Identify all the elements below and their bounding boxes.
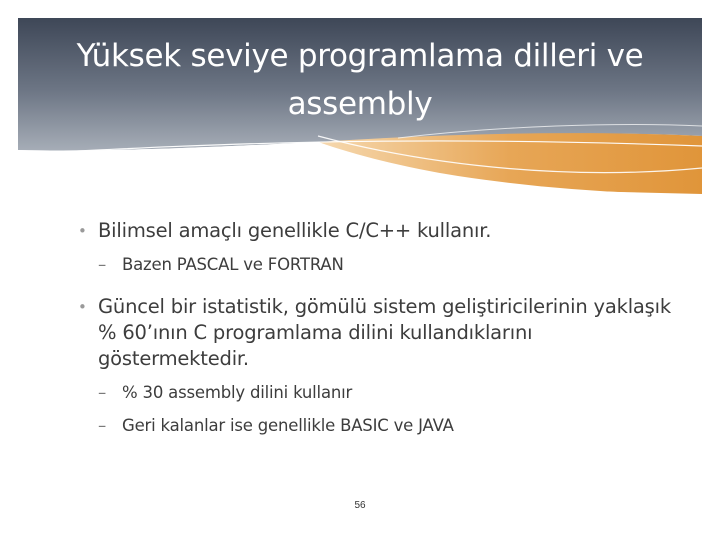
bullet-text: Bilimsel amaçlı genellikle C/C++ kullanır.	[98, 219, 492, 242]
sub-bullet-text: Geri kalanlar ise genellikle BASIC ve JAVA	[122, 416, 454, 435]
bullet-marker: •	[78, 222, 87, 240]
sub-bullet-marker: –	[98, 383, 107, 402]
page-number: 56	[354, 500, 366, 511]
slide-title: Yüksek seviye programlama dilleri ve assembly	[76, 38, 644, 122]
title-banner	[18, 18, 702, 198]
slide-body	[78, 214, 678, 439]
bullet-text: Güncel bir istatistik, gömülü sistem geliştiricilerinin yaklaşık % 60’ının C programlama dilini kullandıklarını göstermektedir.	[98, 295, 671, 370]
sub-bullet-item	[78, 380, 678, 406]
bullet-item	[78, 294, 678, 372]
sub-bullet-marker: –	[98, 416, 107, 435]
bullet-marker: •	[78, 298, 87, 316]
sub-bullet-item	[78, 252, 678, 278]
sub-bullet-marker: –	[98, 255, 107, 274]
bullet-item	[78, 218, 678, 244]
sub-bullet-text: % 30 assembly dilini kullanır	[122, 383, 353, 402]
sub-bullet-text: Bazen PASCAL ve FORTRAN	[122, 255, 344, 274]
sub-bullet-item	[78, 413, 678, 439]
